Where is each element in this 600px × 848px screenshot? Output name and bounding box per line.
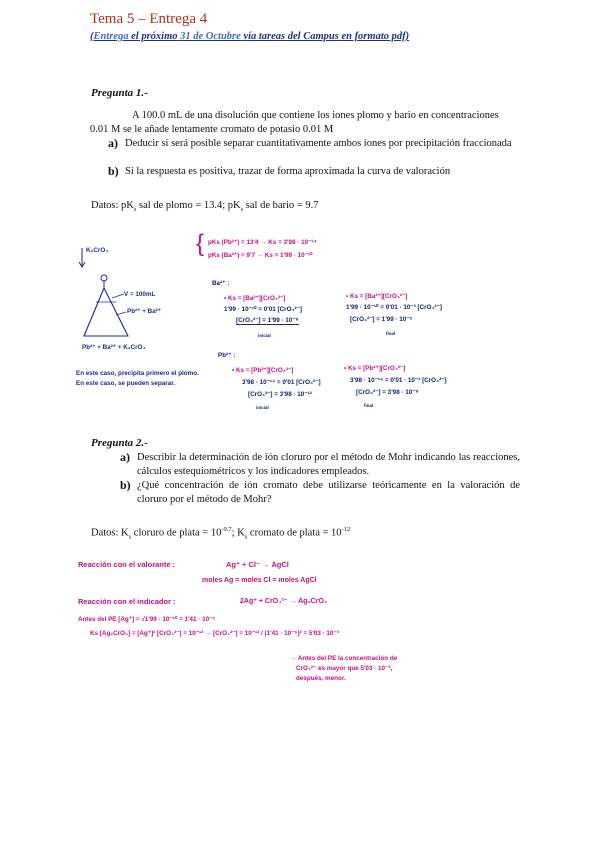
q1-datos-sub2: s [240, 206, 244, 214]
note-line3: después, menor. [296, 675, 346, 682]
flask-ions-label: Pb²⁺ + Ba²⁺ [127, 308, 162, 315]
q1-a-text: Deducir si será posible separar cuantitativamente ambos iones por precipitación fraccionada [125, 138, 512, 149]
ba-left-line3: [CrO₄²⁻] = 1'99 · 10⁻⁸ [236, 317, 299, 324]
q2-datos-part4: cromato de plata = 10 [247, 527, 342, 539]
q1-datos [91, 200, 318, 213]
note-line1: → Antes del PE la concentración de [290, 655, 398, 662]
pb-left-line2: 3'98 · 10⁻¹⁴ = 0'01 [CrO₄²⁻] [242, 379, 321, 386]
pk-lead-line: pKs (Pb²⁺) = 13'4 → Ks = 3'98 · 10⁻¹⁴ [208, 239, 317, 246]
q2-datos-sub1: s [128, 533, 132, 541]
q1-datos-part3: sal de bario = 9.7 [243, 200, 319, 211]
delivery-mid: el próximo [128, 31, 181, 42]
ba-left-line2: 1'99 · 10⁻¹⁰ = 0'01 [CrO₄²⁻] [224, 306, 302, 313]
q2-b-text: ¿Qué concentración de ión cromato debe utilizarse teóricamente en la valoración de cloruro por el método de Mohr? [137, 480, 520, 505]
reaction-indicator-label: Reacción con el indicador : [78, 597, 176, 606]
titrant-label: K₂CrO₄ [86, 247, 109, 254]
before-pe-line: Antes del PE [Ag⁺] = √1'99 · 10⁻¹⁰ = 1'41 · 10⁻⁵ [78, 616, 216, 623]
q2-datos-sup2: -12 [341, 526, 351, 533]
q1-datos-part2: sal de plomo = 13.4; pK [136, 200, 241, 211]
ba-right-line1: • Ks = [Ba²⁺][CrO₄²⁻] [346, 293, 408, 300]
q1-a-label: a) [108, 136, 118, 150]
ks-chromate-line: Ks [Ag₂CrO₄] = [Ag⁺]² [CrO₄²⁻] = 10⁻¹² → [CrO₄²⁻] = 10⁻¹² / (1'41 · 10⁻⁵)² = 5'03 · 10⁻³ [90, 630, 339, 637]
q2-datos-sup1: -9.7 [221, 526, 232, 533]
volume-label: V = 100mL [124, 291, 156, 298]
delivery-rest: vía tareas del Campus en formato pdf) [240, 31, 410, 42]
q1-item-a [108, 137, 528, 151]
page-title: Tema 5 – Entrega 4 [90, 11, 208, 27]
q2-item-a [120, 451, 520, 478]
paren-open: ( [90, 31, 94, 42]
reaction-indicator-eq: 2Ag⁺ + CrO₄²⁻ → Ag₂CrO₄ [240, 598, 328, 605]
q1-item-b [108, 165, 528, 179]
volume-pointer [112, 294, 124, 298]
conclusion-line1: En este caso, precipita primero el plomo. [76, 370, 199, 377]
pb-right-line2: 3'98 · 10⁻¹⁴ = 0'01 · 10⁻³ [CrO₄²⁻] [350, 377, 447, 384]
q2-datos-sub2: s [244, 533, 248, 541]
ba-right-line3: [CrO₄²⁻] = 1'99 · 10⁻⁵ [350, 316, 413, 323]
barium-heading: Ba²⁺ : [212, 280, 230, 287]
q2-item-b [120, 479, 520, 506]
pb-right-tag: final [364, 403, 374, 408]
question-1-heading: Pregunta 1.- [91, 87, 148, 99]
q2-a-text: Describir la determinación de ión cloruro por el método de Mohr indicando las reacciones, cálculos estequiométricos y los indicadores empleados. [137, 452, 520, 477]
reaction-titrant-label: Reacción con el valorante : [78, 560, 176, 569]
q2-a-label: a) [120, 450, 130, 464]
ions-pointer [116, 312, 126, 315]
ba-right-line2: 1'99 · 10⁻¹⁰ = 0'01 · 10⁻³ [CrO₄²⁻] [346, 304, 443, 311]
pk-brace-icon: { [196, 230, 205, 257]
delivery-note [90, 31, 409, 42]
q1-datos-part1: Datos: pK [91, 200, 134, 211]
note-line2: CrO₄²⁻ es mayor que 5'03 · 10⁻³, [296, 665, 393, 672]
entrega-link[interactable]: Entrega [93, 31, 129, 42]
pb-left-line3: [CrO₄²⁻] = 3'98 · 10⁻¹² [248, 391, 312, 398]
moles-equation: moles Ag = moles Cl = moles AgCl [202, 577, 317, 584]
q1-b-label: b) [108, 164, 119, 178]
q1-intro-line2: 0.01 M se le añade lentamente cromato de potasio 0.01 M [90, 124, 334, 135]
bottom-equation: Pb²⁺ + Ba²⁺ + K₂CrO₄ [82, 344, 146, 351]
lead-heading: Pb²⁺ : [218, 352, 236, 359]
q1-b-text: Si la respuesta es positiva, trazar de forma aproximada la curva de valoración [125, 166, 451, 177]
q2-datos-part2: cloruro de plata = 10 [131, 527, 222, 539]
q1-intro-line1: A 100.0 mL de una disolución que contiene los iones plomo y bario en concentraciones [132, 110, 499, 121]
q2-datos-part1: Datos: K [91, 527, 129, 539]
pk-barium-line: pKs (Ba²⁺) = 9'7 → Ks = 1'99 · 10⁻¹⁰ [208, 252, 313, 259]
flask-mouth [101, 275, 107, 281]
pb-left-tag: inicial [256, 405, 269, 410]
question-2-heading: Pregunta 2.- [91, 437, 148, 449]
pb-right-line3: [CrO₄²⁻] = 3'98 · 10⁻⁹ [356, 389, 419, 396]
reaction-titrant-eq: Ag⁺ + Cl⁻ → AgCl [226, 560, 289, 569]
ba-left-tag: inicial [258, 333, 271, 338]
delivery-date: 31 de Octubre [180, 31, 241, 42]
q2-datos [91, 526, 350, 541]
q1-datos-sub1: s [133, 206, 137, 214]
pb-right-line1: • Ks = [Pb²⁺][CrO₄²⁻] [344, 365, 406, 372]
conclusion-line2: En este caso, se pueden separar. [76, 380, 176, 387]
q2-b-label: b) [120, 478, 131, 492]
pb-left-line1: • Ks = [Pb²⁺][CrO₄²⁻] [232, 367, 294, 374]
ba-right-tag: final [386, 331, 396, 336]
q2-datos-part3: ; K [231, 527, 245, 539]
ba-left-line1: • Ks = [Ba²⁺][CrO₄²⁻] [224, 295, 286, 302]
